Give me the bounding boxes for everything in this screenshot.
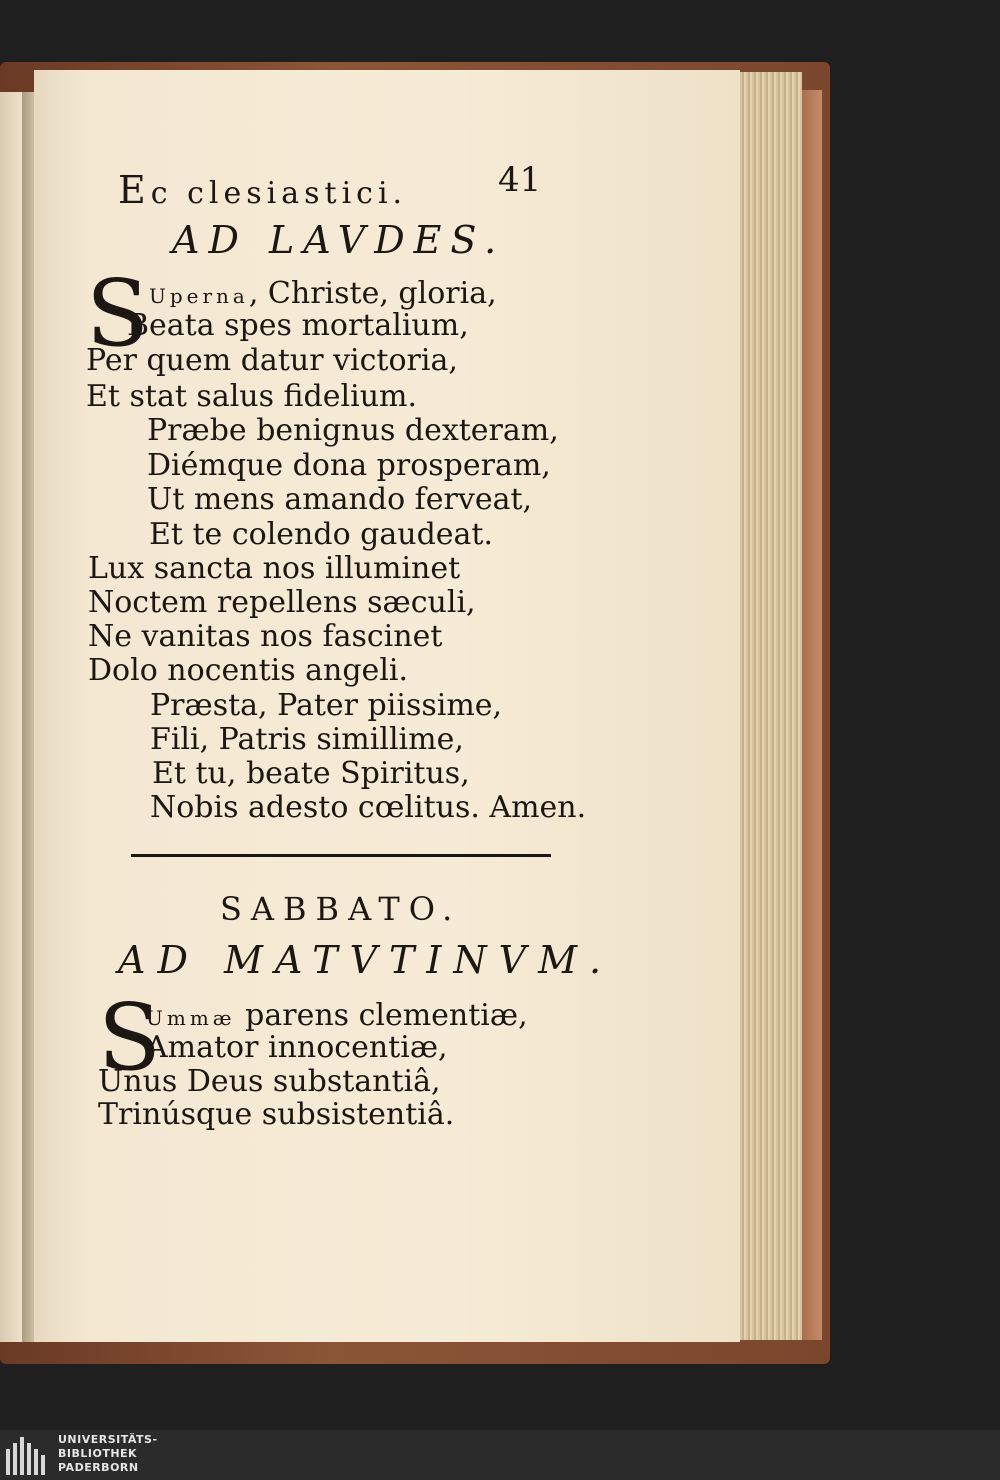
hymn1-line-2: Beata spes mortalium, [127,308,469,343]
hymn1-line-9: Lux sancta nos illuminet [88,551,461,586]
hymn2-line-4: Trinúsque subsistentiâ. [98,1097,455,1132]
hymn1-line-3: Per quem datur victoria, [86,343,458,378]
section-title-lauds: AD LAVDES. [172,218,506,262]
library-logo-icon [6,1435,46,1475]
hymn2-line-3: Unus Deus substantiâ, [98,1064,441,1099]
library-name-line-1: UNIVERSITÄTS- [58,1433,158,1446]
hymn1-line-1: Uperna, Christe, gloria, [149,276,497,311]
hymn1-line-6: Diémque dona prosperam, [147,448,551,483]
running-head: Ec clesiastici. [118,168,408,212]
section-divider-rule [131,854,551,857]
hymn1-line-15: Et tu, beate Spiritus, [152,756,470,791]
hymn1-line-16: Nobis adesto cœlitus. Amen. [150,790,587,825]
section-title-matins: AD MATVTINVM. [118,938,614,982]
hymn1-line-5: Præbe benignus dexteram, [147,413,559,448]
hymn1-line-7: Ut mens amando ferveat, [147,482,533,517]
hymn1-line-13: Præsta, Pater piissime, [150,688,503,723]
library-name-line-2: BIBLIOTHEK [58,1447,138,1460]
drop-cap-s-2: S [98,984,162,1091]
drop-cap-s: S [86,260,150,367]
hymn1-line-4: Et stat salus fidelium. [86,379,418,414]
hymn1-line-11: Ne vanitas nos fascinet [88,619,443,654]
library-footer [0,1430,1000,1480]
hymn1-line-8: Et te colendo gaudeat. [149,517,494,552]
library-name [58,1433,158,1475]
hymn2-line-1: Ummæ parens clementiæ, [146,998,528,1033]
hymn1-line-12: Dolo nocentis angeli. [88,653,409,688]
hymn2-line-2: Amator innocentiæ, [146,1030,448,1065]
page-number: 41 [498,160,542,200]
library-name-line-3: PADERBORN [58,1461,139,1474]
hymn1-line-14: Fili, Patris simillime, [150,722,464,757]
page-fore-edge [740,72,802,1340]
cover-edge [800,90,822,1340]
hymn1-line-10: Noctem repellens sæculi, [88,585,476,620]
day-heading-sabbato: SABBATO. [220,890,462,928]
